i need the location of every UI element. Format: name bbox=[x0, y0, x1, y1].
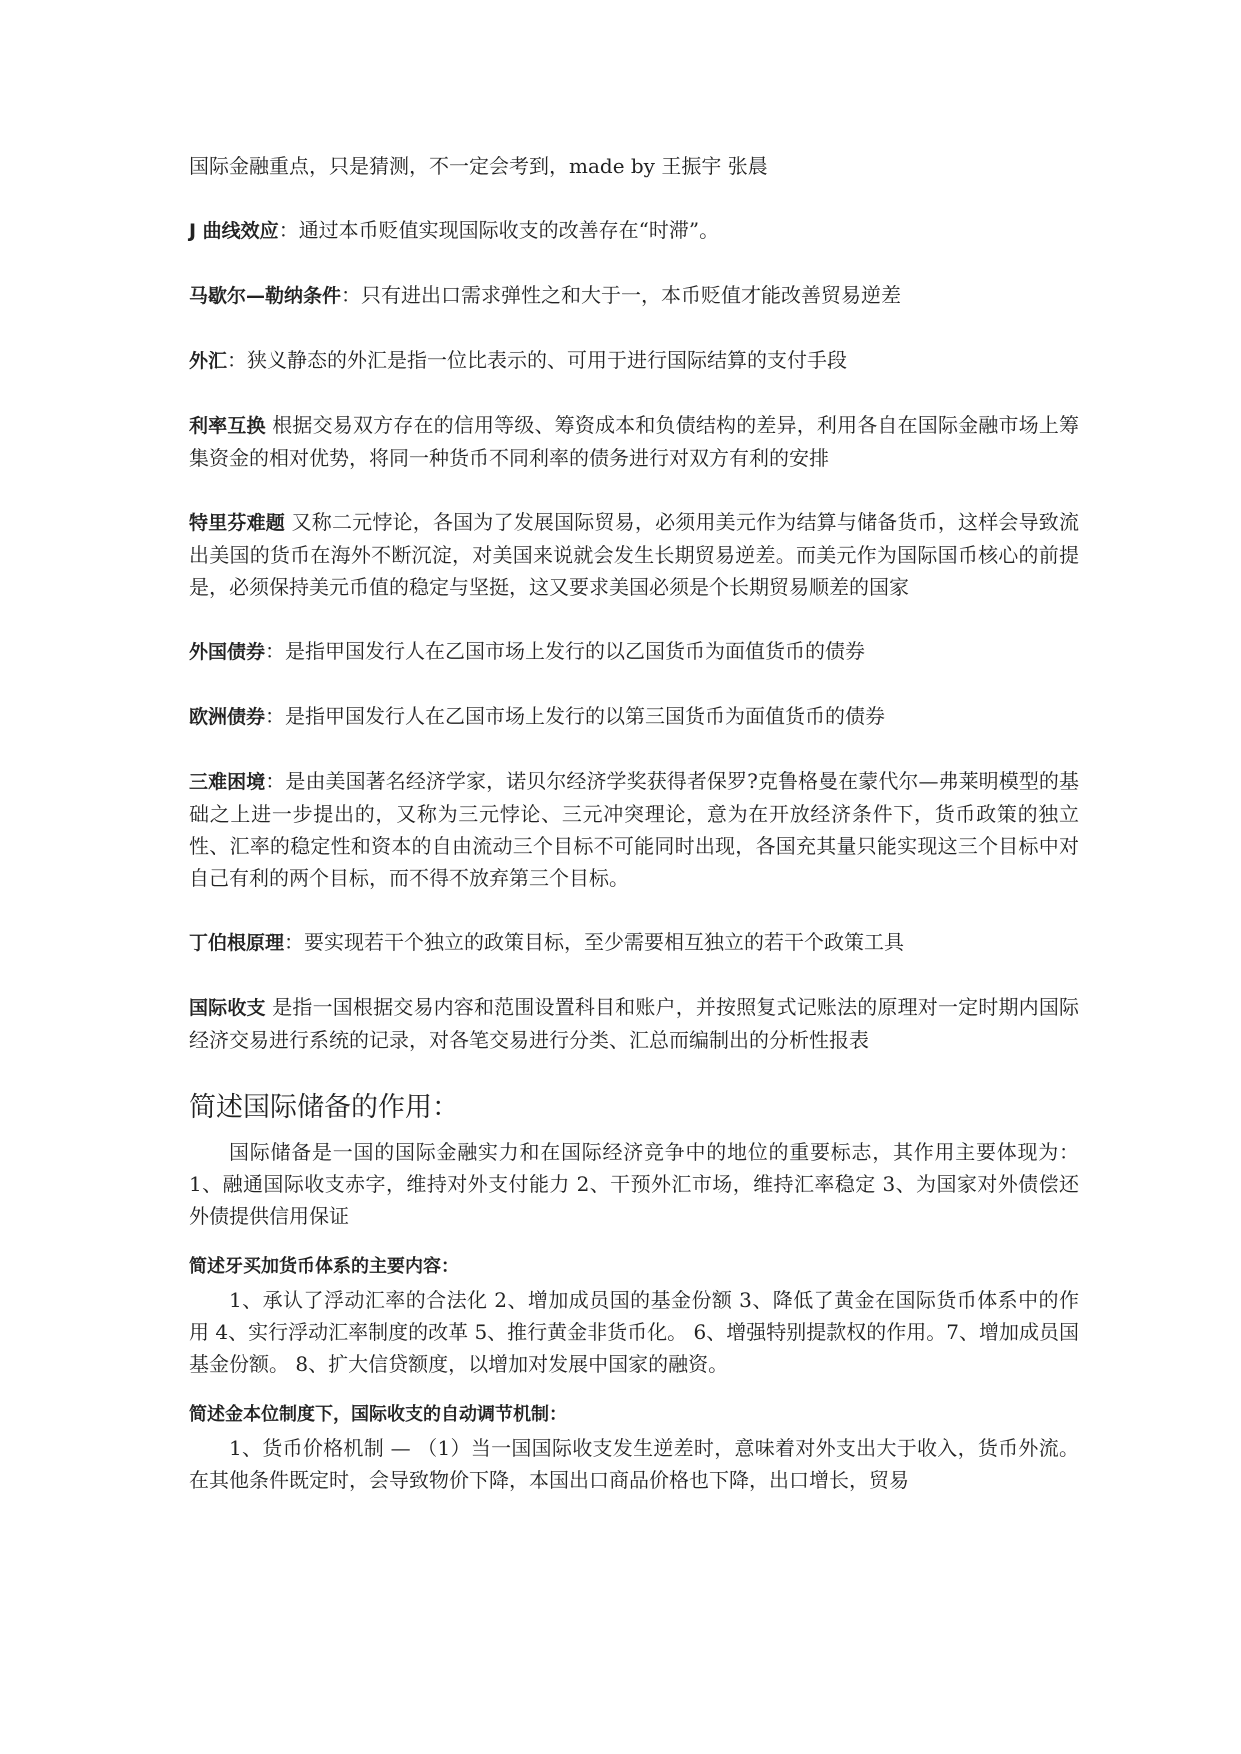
definition-text: 只有进出口需求弹性之和大于一，本币贬值才能改善贸易逆差 bbox=[361, 283, 902, 307]
definition-separator: ： bbox=[265, 769, 286, 793]
definition-text: 是由美国著名经济学家，诺贝尔经济学奖获得者保罗?克鲁格曼在蒙代尔—弗莱明模型的基础之上进一步提出的，又称为三元悖论、三元冲突理论，意为在开放经济条件下，货币政策的独立性、汇率的稳定性和资本的自由流动三个目标不可能同时出现，各国充其量只能实现这三个目标中对自己有利的两个目标，而不得不放弃第三个目标。 bbox=[189, 769, 1079, 890]
definition-separator: ： bbox=[278, 218, 299, 242]
definition-trilemma bbox=[189, 765, 1079, 894]
body-text-jamaica: 1、承认了浮动汇率的合法化 2、增加成员国的基金份额 3、降低了黄金在国际货币体系中的作用 4、实行浮动汇率制度的改革 5、推行黄金非货币化。 6、增强特别提款权的作用。7、增加成员国基金份额。 8、扩大信贷额度，以增加对发展中国家的融资。 bbox=[189, 1288, 1079, 1376]
definition-separator: ： bbox=[227, 348, 248, 372]
definition-triffin-dilemma bbox=[189, 506, 1079, 603]
definition-term: 利率互换 bbox=[189, 415, 266, 437]
definition-term: 三难困境 bbox=[189, 771, 266, 793]
definition-text: 狭义静态的外汇是指一位比表示的、可用于进行国际结算的支付手段 bbox=[247, 348, 848, 372]
definition-term: 国际收支 bbox=[189, 997, 266, 1019]
definition-text: 是指一国根据交易内容和范围设置科目和账户，并按照复式记账法的原理对一定时期内国际经济交易进行系统的记录，对各笔交易进行分类、汇总而编制出的分析性报表 bbox=[189, 995, 1079, 1052]
definition-foreign-exchange bbox=[189, 344, 1079, 377]
definition-term: J 曲线效应 bbox=[189, 220, 279, 242]
document-content bbox=[189, 150, 1079, 1516]
definition-term: 外汇 bbox=[189, 350, 228, 372]
definition-separator: ： bbox=[265, 639, 286, 663]
definition-separator: ： bbox=[265, 704, 286, 728]
definition-text: 是指甲国发行人在乙国市场上发行的以乙国货币为面值货币的债券 bbox=[285, 639, 866, 663]
definition-balance-of-payments bbox=[189, 991, 1079, 1056]
definition-eurobond bbox=[189, 700, 1079, 733]
definition-term: 丁伯根原理 bbox=[189, 932, 285, 954]
definition-tinbergen-rule bbox=[189, 926, 1079, 959]
definition-term: 特里芬难题 bbox=[189, 512, 285, 534]
definition-j-curve bbox=[189, 214, 1079, 247]
definition-separator: ： bbox=[341, 283, 362, 307]
definition-text: 根据交易双方存在的信用等级、筹资成本和负债结构的差异，利用各自在国际金融市场上筹集资金的相对优势，将同一种货币不同利率的债务进行对双方有利的安排 bbox=[189, 413, 1079, 470]
definition-marshall-lerner bbox=[189, 279, 1079, 312]
body-text-gold-standard: 1、货币价格机制 — （1）当一国国际收支发生逆差时，意味着对外支出大于收入，货币外流。在其他条件既定时，会导致物价下降，本国出口商品价格也下降，出口增长，贸易 bbox=[189, 1436, 1079, 1492]
sub-heading-jamaica: 简述牙买加货币体系的主要内容： bbox=[189, 1256, 459, 1277]
definition-term: 马歇尔—勒纳条件 bbox=[189, 285, 342, 307]
definition-interest-rate-swap bbox=[189, 409, 1079, 474]
sub-heading-gold-standard: 简述金本位制度下，国际收支的自动调节机制： bbox=[189, 1404, 567, 1425]
intro-line: 国际金融重点，只是猜测，不一定会考到，made by 王振宇 张晨 bbox=[189, 154, 768, 178]
definition-separator: ： bbox=[284, 930, 305, 954]
definition-term: 外国债券 bbox=[189, 641, 266, 663]
definition-text: 又称二元悖论，各国为了发展国际贸易，必须用美元作为结算与储备货币，这样会导致流出美国的货币在海外不断沉淀，对美国来说就会发生长期贸易逆差。而美元作为国际国币核心的前提是，必须保持美元币值的稳定与坚挺，这又要求美国必须是个长期贸易顺差的国家 bbox=[189, 510, 1079, 599]
definition-foreign-bond bbox=[189, 635, 1079, 668]
definition-text: 要实现若干个独立的政策目标，至少需要相互独立的若干个政策工具 bbox=[304, 930, 905, 954]
section-heading-reserves: 简述国际储备的作用： bbox=[189, 1092, 459, 1123]
definition-term: 欧洲债券 bbox=[189, 706, 266, 728]
section-text-reserves: 国际储备是一国的国际金融实力和在国际经济竞争中的地位的重要标志，其作用主要体现为：1、融通国际收支赤字，维持对外支付能力 2、干预外汇市场，维持汇率稳定 3、为国家对外债偿还外债提供信用保证 bbox=[189, 1140, 1079, 1228]
definition-text: 通过本币贬值实现国际收支的改善存在“时滞”。 bbox=[298, 218, 720, 242]
definition-text: 是指甲国发行人在乙国市场上发行的以第三国货币为面值货币的债券 bbox=[285, 704, 886, 728]
